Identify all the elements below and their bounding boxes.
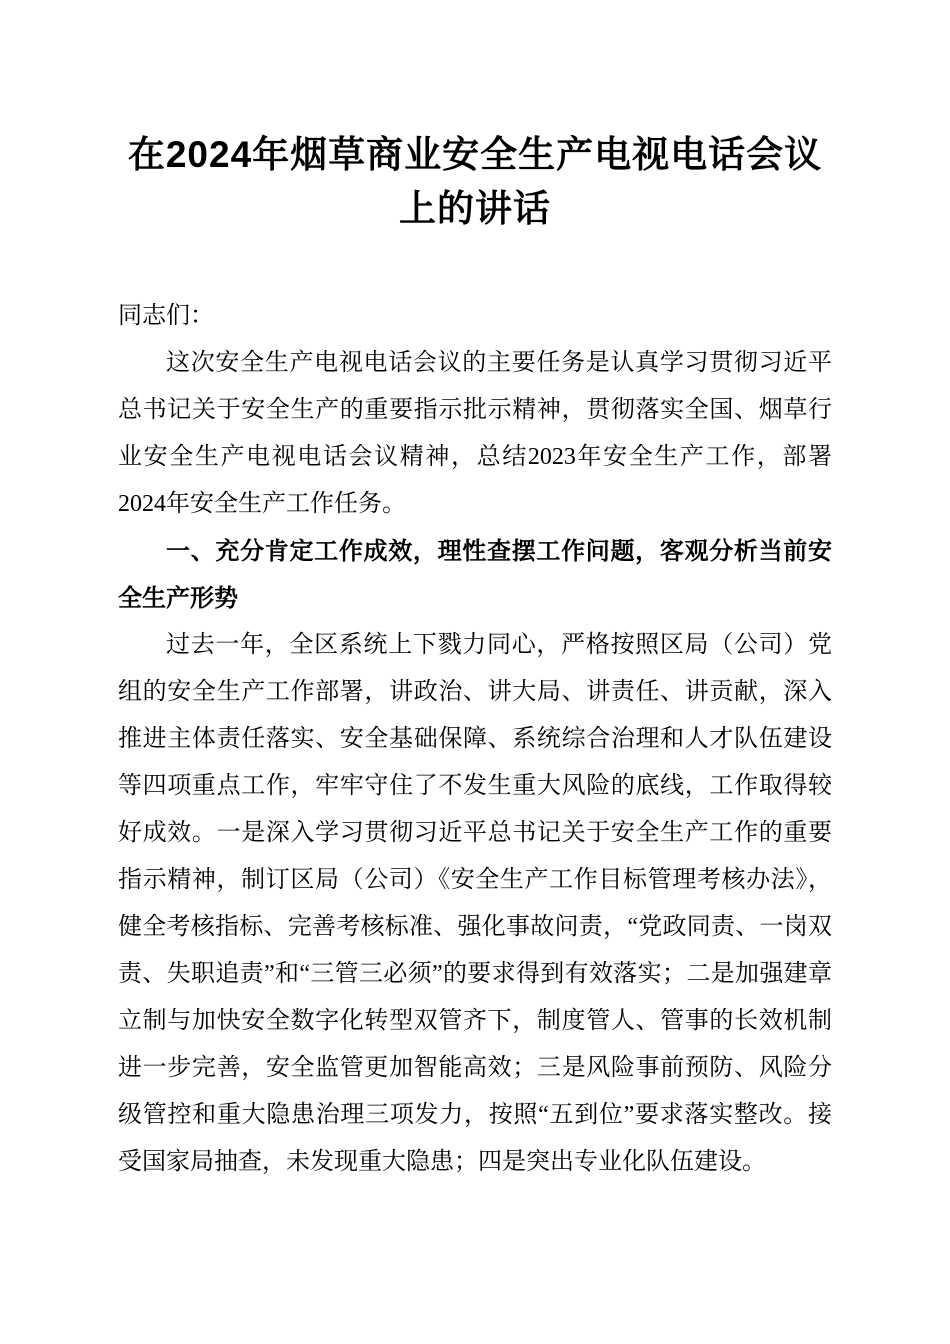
document-body bbox=[118, 293, 832, 1186]
document-title: 在2024年烟草商业安全生产电视电话会议上的讲话 bbox=[127, 134, 823, 229]
section-heading: 一、充分肯定工作成效，理性查摆工作问题，客观分析当前安全生产形势 bbox=[118, 538, 832, 613]
paragraph: 这次安全生产电视电话会议的主要任务是认真学习贯彻习近平总书记关于安全生产的重要指示批示精神，贯彻落实全国、烟草行业安全生产电视电话会议精神，总结2023年安全生产工作，部署2024年安全生产工作任务。 bbox=[118, 350, 832, 518]
paragraph: 过去一年，全区系统上下戮力同心，严格按照区局（公司）党组的安全生产工作部署，讲政治、讲大局、讲责任、讲贡献，深入推进主体责任落实、安全基础保障、系统综合治理和人才队伍建设等四项重点工作，牢牢守住了不发生重大风险的底线，工作取得较好成效。一是深入学习贯彻习近平总书记关于安全生产工作的重要指示精神，制订区局（公司）《安全生产工作目标管理考核办法》，健全考核指标、完善考核标准、强化事故问责，“党政同责、一岗双责、失职追责”和“三管三必须”的要求得到有效落实；二是加强建章立制与加快安全数字化转型双管齐下，制度管人、管事的长效机制进一步完善，安全监管更加智能高效；三是风险事前预防、风险分级管控和重大隐患治理三项发力，按照“五到位”要求落实整改。接受国家局抽查，未发现重大隐患；四是突出专业化队伍建设。 bbox=[118, 632, 832, 1176]
paragraph: 同志们： bbox=[118, 303, 214, 330]
